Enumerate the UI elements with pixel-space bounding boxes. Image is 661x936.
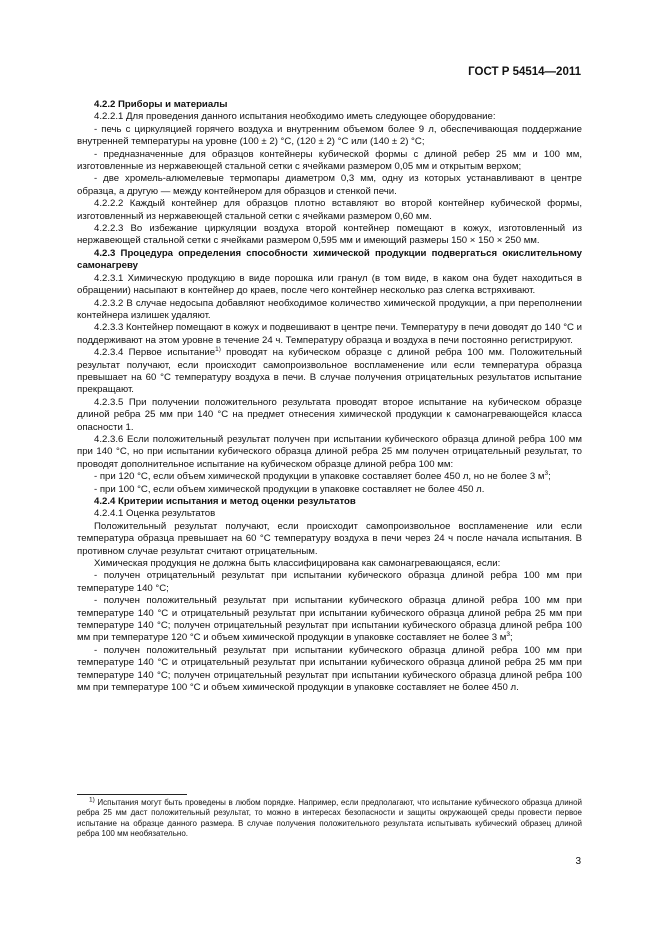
paragraph-text: 4.2.4.1 Оценка результатов <box>94 508 216 520</box>
list-item <box>77 595 582 645</box>
paragraph-text: 4.2.3.4 Первое испытание <box>94 347 216 359</box>
paragraph <box>77 521 582 558</box>
footnote-marker: 1) <box>89 796 95 804</box>
section-heading <box>77 99 582 111</box>
paragraph <box>77 298 582 323</box>
section-heading <box>77 496 582 508</box>
paragraph-text: - печь с циркуляцией горячего воздуха и внутренним объемом более 9 л, обеспечивающая поддержание внутренней температуры на уровне (100 ± 2) °С, (120 ± 2) °С или (140 ± 2) °С; <box>77 123 582 148</box>
paragraph-text-continued: ; <box>548 471 551 483</box>
paragraph-text: - получен отрицательный результат при испытании кубического образца длиной ребра 100 мм при температуре 140 °С; <box>77 570 582 594</box>
list-item <box>77 124 582 149</box>
paragraph <box>77 347 582 397</box>
superscript: 3 <box>544 470 549 477</box>
paragraph-text: 4.2.3 Процедура определения способности химической продукции подвергаться окислительному самонагреву <box>77 247 582 272</box>
list-item <box>77 173 582 198</box>
paragraph <box>77 397 582 434</box>
standard-header: ГОСТ Р 54514—2011 <box>468 66 581 78</box>
list-item <box>77 645 582 695</box>
paragraph-text-continued: ; <box>510 632 513 644</box>
paragraph-text: - получен положительный результат при испытании кубического образца длиной ребра 100 мм при температуре 140 °С и отрицательный результат при испытании кубического образца длиной ребра 25 мм при температуре 140 °С; получен отрицательный результат при испытании кубического образца длиной ребра 100 мм при температуре 120 °С и объем химической продукции в упаковке составляет не более 3 м <box>77 595 582 644</box>
paragraph-text: - при 100 °С, если объем химической продукции в упаковке составляет не более 450 л. <box>94 483 485 495</box>
paragraph-text: Химическая продукция не должна быть классифицирована как самонагревающаяся, если: <box>94 558 501 570</box>
paragraph-text: 4.2.3.5 При получении положительного результата проводят второе испытание на кубическом образце длиной ребра 25 мм при 140 °С на предмет отнесения химической продукции к самонагревающейся класса опасности 1. <box>77 396 582 433</box>
list-item <box>77 149 582 174</box>
paragraph-text-continued: проводят на кубическом образце с длиной ребра 100 мм. Положительный результат получают, если происходит самопроизвольное воспламенение или если температура образца превышает на 60 °С температуру воздуха в печи. В случае получения отрицательных результатов испытание прекращают. <box>77 347 582 396</box>
paragraph-text: 4.2.2.1 Для проведения данного испытания необходимо иметь следующее оборудование: <box>94 111 496 123</box>
document-body <box>77 99 582 695</box>
paragraph-text: Положительный результат получают, если происходит самопроизвольное воспламенение или если температура образца превышает на 60 °С температуру воздуха в печи через 24 ч после начала испытания. В противном случае результат считают отрицательным. <box>77 520 582 557</box>
page-number: 3 <box>575 856 581 867</box>
paragraph-text: 4.2.4 Критерии испытания и метод оценки результатов <box>94 496 356 507</box>
paragraph <box>77 508 582 520</box>
paragraph-text: 4.2.3.3 Контейнер помещают в кожух и подвешивают в центре печи. Температуру в печи доводят до 140 °С и поддерживают на этом уровне в течение 24 ч. Температуру образца и воздуха в печи постоянно регистрируют. <box>77 322 582 346</box>
section-heading <box>77 248 582 273</box>
paragraph-text: 4.2.3.1 Химическую продукцию в виде порошка или гранул (в том виде, в каком она будет находиться в обращении) насыпают в контейнер до краев, после чего контейнер несколько раз слегка встряхивают. <box>77 272 582 297</box>
superscript: 1) <box>215 345 221 353</box>
paragraph <box>77 434 582 471</box>
footnote-divider <box>77 794 187 795</box>
paragraph <box>77 111 582 123</box>
list-item <box>77 570 582 595</box>
paragraph-text: - получен положительный результат при испытании кубического образца длиной ребра 100 мм при температуре 140 °С и отрицательный результат при испытании кубического образца длиной ребра 25 мм при температуре 140 °С; получен отрицательный результат при испытании кубического образца длиной ребра 100 мм при температуре 100 °С и объем химической продукции в упаковке составляет не более 450 л. <box>77 644 582 694</box>
paragraph-text: - предназначенные для образцов контейнеры кубической формы с длиной ребер 25 мм и 100 мм, изготовленные из нержавеющей стальной сетки с ячейками размером 0,05 мм и открытым верхом; <box>77 148 582 173</box>
paragraph <box>77 223 582 248</box>
paragraph-text: - при 120 °С, если объем химической продукции в упаковке составляет более 450 л, но не более 3 м <box>94 471 545 483</box>
footnote <box>77 798 582 840</box>
paragraph <box>77 558 582 570</box>
superscript: 3 <box>506 631 511 639</box>
paragraph-text: - две хромель-алюмелевые термопары диаметром 0,3 мм, одну из которых устанавливают в центре образца, а другую — между контейнером для образцов и стенкой печи. <box>77 173 582 197</box>
paragraph <box>77 273 582 298</box>
list-item <box>77 471 582 483</box>
paragraph <box>77 322 582 347</box>
paragraph-text: 4.2.2.3 Во избежание циркуляции воздуха второй контейнер помещают в кожух, изготовленный из нержавеющей стальной сетки с ячейками размером 0,595 мм и имеющий размеры 150 × 150 × 250 мм. <box>77 223 582 247</box>
paragraph-text: 4.2.2.2 Каждый контейнер для образцов плотно вставляют во второй контейнер кубической формы, изготовленный из нержавеющей стальной сетки с ячейками размером 0,60 мм. <box>77 198 582 222</box>
list-item <box>77 484 582 496</box>
paragraph <box>77 198 582 223</box>
footnote-text: Испытания могут быть проведены в любом порядке. Например, если предполагают, что испытание кубического образца длиной ребра 25 мм даст положительный результат, то можно в интересах безопасности и защиты окружающей среды провести первое испытание на образце данного размера. В случае получения положительного результата испытывать кубический образец длиной ребра 100 мм необязательно. <box>77 798 582 839</box>
paragraph-text: 4.2.3.2 В случае недосыпа добавляют необходимое количество химической продукции, а при переполнении контейнера излишек удаляют. <box>77 297 582 321</box>
paragraph-text: 4.2.3.6 Если положительный результат получен при испытании кубического образца длиной ребра 100 мм при 140 °С, но при испытании кубического образца длиной ребра 25 мм получен отрицательный результат, то проводят дополнительное испытание на кубическом образце длиной ребра 100 мм: <box>77 433 582 470</box>
paragraph-text: 4.2.2 Приборы и материалы <box>94 99 228 110</box>
